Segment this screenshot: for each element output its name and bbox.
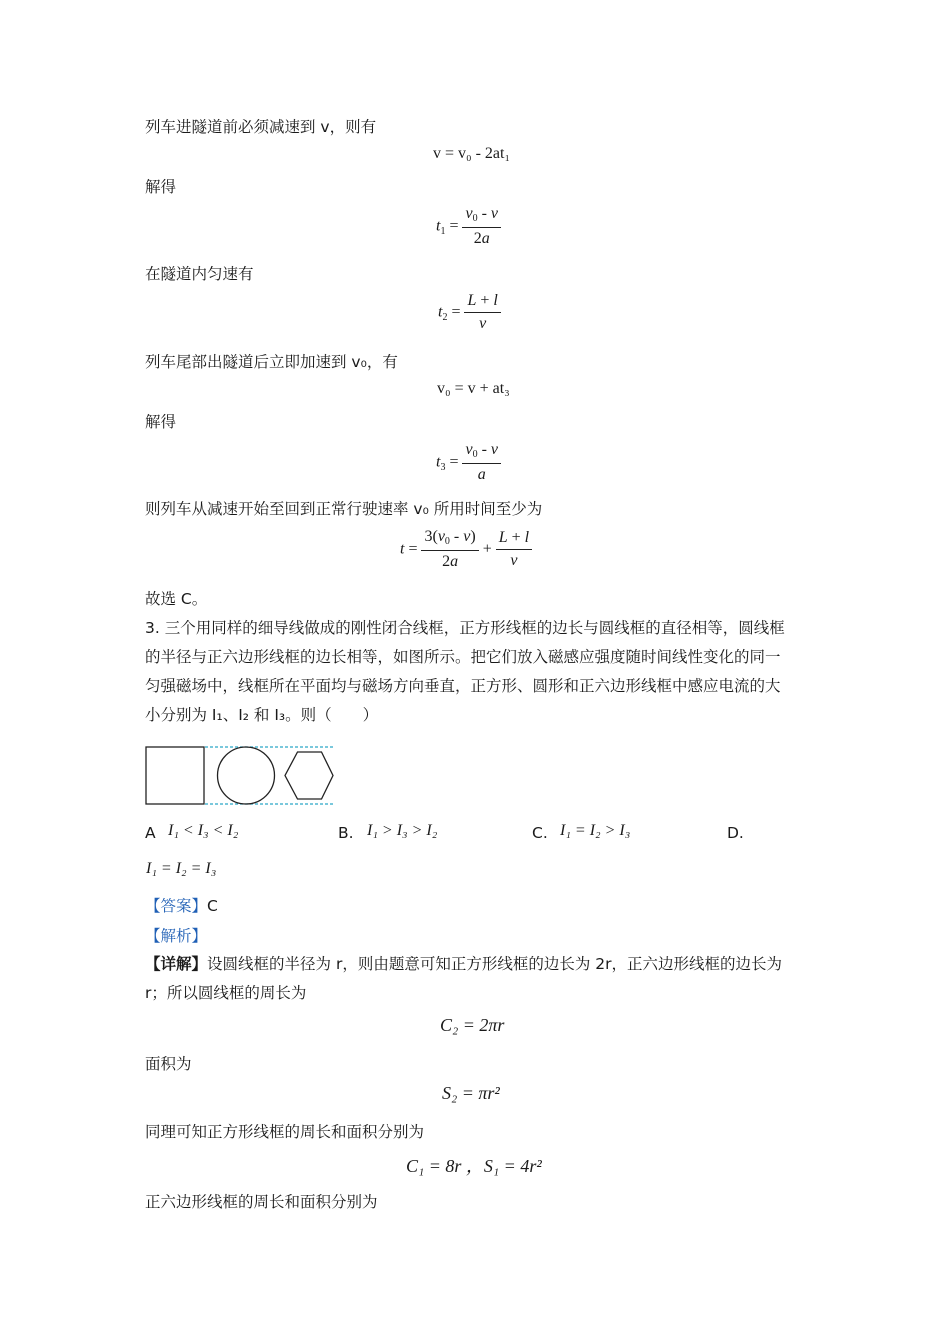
option-c-label: C. (532, 824, 548, 842)
area-label: 面积为 (145, 1055, 192, 1073)
detail-paragraph (145, 950, 795, 1008)
option-b-label: B. (338, 824, 354, 842)
question-3 (145, 614, 795, 730)
formula-t2: t2 = $\frac{L + l}{v}$ (438, 291, 501, 335)
option-d-label: D. (727, 824, 744, 842)
formula-c2: C₂ = 2πr (440, 1015, 505, 1035)
text-line-7: 故选 C。 (145, 590, 208, 608)
answer-tag: 【答案】 (145, 897, 208, 915)
formula-t-total: t = $\frac{3(v0 - v)}{2a}$ + $\frac{L + l}{v}$ (400, 527, 532, 573)
detail-tag: 【详解】 (145, 955, 208, 973)
hex-label: 正六边形线框的周长和面积分别为 (145, 1193, 378, 1211)
square-label: 同理可知正方形线框的周长和面积分别为 (145, 1123, 425, 1141)
formula-t1: t1 = $\frac{v0 - v}{2a}$ (436, 204, 501, 250)
square-frame (146, 747, 204, 804)
formula-c1-s1: C₁ = 8r ，S₁ = 4r² (406, 1156, 542, 1176)
formula-v: v = v₀ - 2at₁ (433, 145, 511, 162)
formula-t3: t3 = $\frac{v0 - v}{a}$ (436, 440, 501, 486)
text-line-5: 解得 (145, 413, 177, 431)
analysis-tag: 【解析】 (145, 927, 208, 945)
option-c-text: I₁ = I₂ > I₃ (560, 822, 631, 839)
shapes-figure (140, 742, 340, 810)
hexagon-frame (285, 752, 333, 799)
question-number: 3. (145, 619, 160, 637)
formula-v0: v₀ = v + at₃ (437, 380, 510, 397)
detail-text: 设圆线框的半径为 r，则由题意可知正方形线框的边长为 2r，正六边形线框的边长为 r；所以圆线框的周长为 (145, 955, 782, 1002)
formula-s2: S₂ = πr² (442, 1083, 500, 1103)
answer-value: C (207, 897, 218, 915)
text-line-6: 则列车从减速开始至回到正常行驶速率 v₀ 所用时间至少为 (145, 500, 543, 518)
text-line-3: 在隧道内匀速有 (145, 265, 254, 283)
option-d-text: I₁ = I₂ = I₃ (146, 860, 217, 877)
text-line-1: 列车进隧道前必须减速到 v，则有 (145, 118, 377, 136)
answer-line (145, 894, 218, 916)
question-text: 三个用同样的细导线做成的刚性闭合线框，正方形线框的边长与圆线框的直径相等，圆线框的半径与正六边形线框的边长相等，如图所示。把它们放入磁感应强度随时间线性变化的同一匀强磁场中，线框所在平面均与磁场方向垂直，正方形、圆形和正六边形线框中感应电流的大小分别为 I₁、I₂ 和 I₃。则（ ） (145, 619, 785, 724)
text-line-4: 列车尾部出隧道后立即加速到 v₀，有 (145, 353, 398, 371)
option-a-label: A (145, 824, 156, 842)
option-a-text: I₁ < I₃ < I₂ (168, 822, 239, 839)
circle-frame (218, 747, 275, 804)
text-line-2: 解得 (145, 178, 177, 196)
option-b-text: I₁ > I₃ > I₂ (367, 822, 438, 839)
